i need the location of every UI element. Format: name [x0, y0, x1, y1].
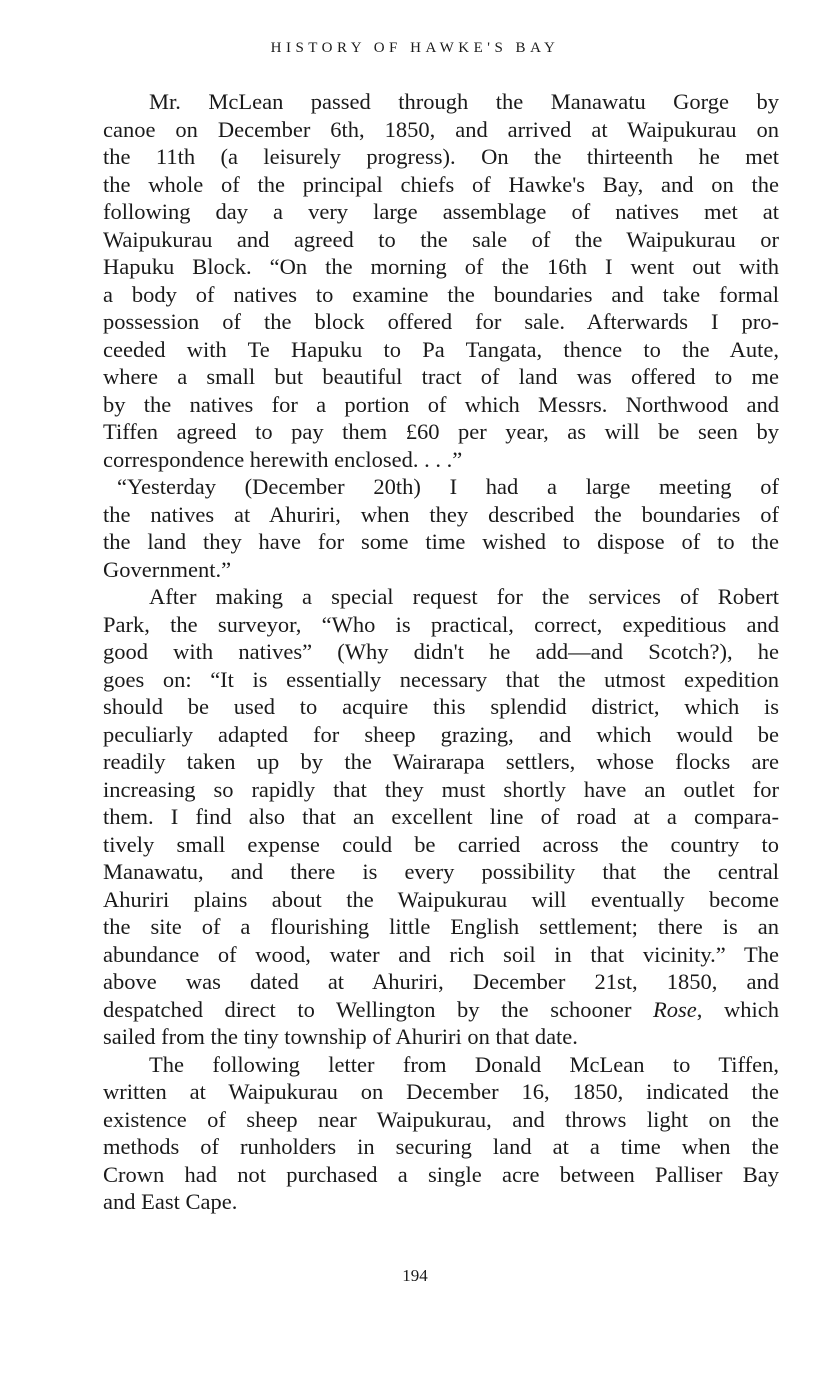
paragraph	[103, 88, 779, 473]
text-line: Park, the surveyor, “Who is practical, correct, expeditious and	[103, 611, 779, 637]
text-line: possession of the block offered for sale. Afterwards I pro-	[103, 309, 779, 334]
text-line: abundance of wood, water and rich soil in that vicinity.” The	[103, 941, 779, 967]
text-line: following day a very large assemblage of natives met at	[103, 199, 779, 224]
text-line: correspondence herewith enclosed. . . .”	[103, 446, 463, 472]
paragraph	[103, 473, 779, 583]
text-line: where a small but beautiful tract of land was offered to me	[103, 364, 779, 389]
text-line: written at Waipukurau on December 16, 1850, indicated the	[103, 1079, 779, 1104]
text-line: canoe on December 6th, 1850, and arrived at Waipukurau on	[103, 116, 779, 142]
text-line: Government.”	[103, 556, 232, 582]
text-line: The following letter from Donald McLean to Tiffen,	[149, 1051, 779, 1077]
text-line: Waipukurau and agreed to the sale of the Waipukurau or	[103, 226, 779, 252]
text-line: good with natives” (Why didn't he add—and Scotch?), he	[103, 639, 779, 664]
text-line: Hapuku Block. “On the morning of the 16th I went out with	[103, 254, 779, 279]
page-number: 194	[402, 1266, 428, 1285]
text-line: After making a special request for the services of Robert	[149, 584, 779, 609]
paragraph	[103, 583, 779, 1051]
text-line: the 11th (a leisurely progress). On the thirteenth he met	[103, 144, 779, 169]
text-line: and East Cape.	[103, 1189, 238, 1214]
text-line: Crown had not purchased a single acre between Palliser Bay	[103, 1161, 779, 1187]
text-line: Manawatu, and there is every possibility that the central	[103, 859, 779, 884]
text-line: Tiffen agreed to pay them £60 per year, as will be seen by	[103, 419, 779, 444]
text-line: the land they have for some time wished to dispose of to the	[103, 529, 779, 554]
paragraph	[103, 1051, 779, 1216]
text-line: goes on: “It is essentially necessary that the utmost expedition	[103, 666, 779, 692]
text-line: a body of natives to examine the boundaries and take formal	[103, 281, 779, 307]
text-line: should be used to acquire this splendid district, which is	[103, 694, 779, 719]
text-line: the natives at Ahuriri, when they described the boundaries of	[103, 501, 779, 527]
text-line: tively small expense could be carried across the country to	[103, 831, 779, 857]
text-line: existence of sheep near Waipukurau, and throws light on the	[103, 1106, 779, 1132]
text-line: readily taken up by the Wairarapa settlers, whose flocks are	[103, 749, 779, 774]
text-line: methods of runholders in securing land at a time when the	[103, 1134, 779, 1159]
text-line: by the natives for a portion of which Messrs. Northwood and	[103, 391, 779, 417]
text-line: despatched direct to Wellington by the schooner Rose, which	[103, 996, 779, 1022]
body-text	[103, 88, 779, 1216]
text-line: above was dated at Ahuriri, December 21st, 1850, and	[103, 969, 779, 994]
text-line: sailed from the tiny township of Ahuriri on that date.	[103, 1024, 578, 1049]
text-line: ceeded with Te Hapuku to Pa Tangata, thence to the Aute,	[103, 336, 779, 362]
text-line: them. I find also that an excellent line of road at a compara-	[103, 804, 779, 829]
text-line: the site of a flourishing little English settlement; there is an	[103, 914, 779, 939]
text-line: increasing so rapidly that they must shortly have an outlet for	[103, 776, 779, 802]
text-line: peculiarly adapted for sheep grazing, and which would be	[103, 721, 779, 747]
text-line: Mr. McLean passed through the Manawatu Gorge by	[149, 89, 779, 114]
ship-name: Rose	[653, 996, 697, 1022]
text-line: “Yesterday (December 20th) I had a large meeting of	[117, 474, 779, 499]
text-line: Ahuriri plains about the Waipukurau will eventually become	[103, 886, 779, 912]
text-line: the whole of the principal chiefs of Hawke's Bay, and on the	[103, 171, 779, 197]
running-head: HISTORY OF HAWKE'S BAY	[270, 40, 560, 56]
